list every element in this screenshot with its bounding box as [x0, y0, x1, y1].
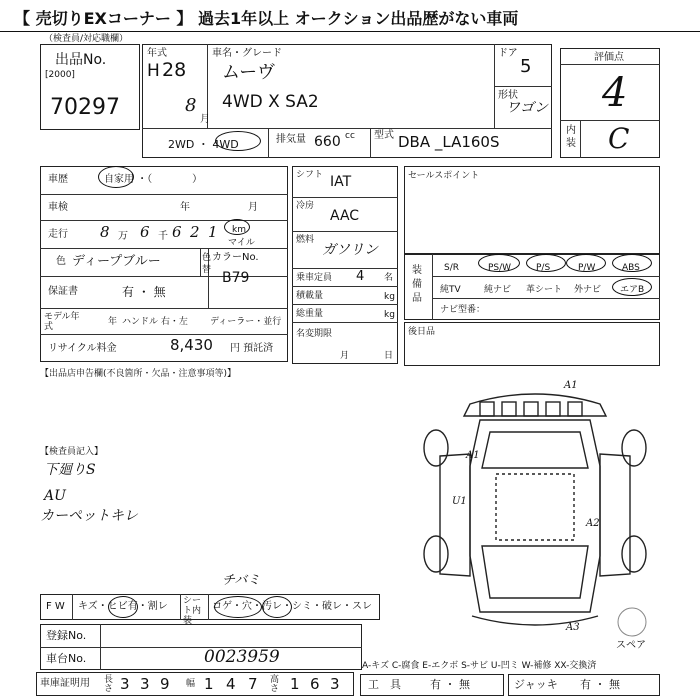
banner	[0, 0, 700, 32]
cert-height-1: 1	[290, 675, 300, 693]
registration-label: 登録No.	[46, 629, 87, 642]
displacement-value: 660	[314, 134, 341, 150]
gross-label: 総重量	[296, 309, 324, 319]
seat-items: コゲ・穴・汚レ・シミ・破レ・スレ	[212, 601, 372, 612]
damage-mark-a1-left: A1	[466, 450, 480, 461]
cert-height-3: 3	[330, 675, 340, 693]
fuel-value: ガソリン	[322, 242, 378, 258]
jack-label: ジャッキ	[514, 678, 558, 691]
drive-circle	[215, 131, 261, 151]
post-install-label: 後日品	[408, 327, 436, 337]
year-label: 年式	[147, 48, 167, 59]
chassis-label: 車台No.	[46, 652, 87, 665]
mileage-label: 走行	[48, 229, 68, 240]
lot-label: 出品No.	[55, 52, 107, 68]
name-change-month: 月	[340, 351, 350, 361]
drive-options: 2WD ・ 4WD	[168, 138, 239, 151]
chassis-value: 0023959	[204, 647, 280, 667]
month-unit: 月	[200, 114, 210, 125]
cert-width-2: 4	[226, 675, 236, 693]
color-change-label: 色替	[202, 253, 212, 275]
model-name: ムーヴ	[222, 62, 276, 83]
shape-value: ワゴン	[506, 100, 548, 116]
damage-mark-a3: A3	[566, 622, 580, 633]
inspector-label: 【検査員記入】	[40, 447, 104, 457]
dealer-value: ディーラー・並行	[210, 317, 282, 327]
mileage-unit-km: km	[232, 225, 246, 235]
jack-value: 有 ・ 無	[580, 678, 620, 691]
color-value: ディープブルー	[72, 254, 161, 269]
mileage-unit-sen: 千	[158, 231, 168, 242]
history-label: 車歴	[48, 174, 68, 185]
cert-height-label: 高さ	[270, 675, 280, 694]
fuel-label: 燃料	[296, 235, 315, 245]
seller-note-label: 【出品店申告欄(不良箇所・欠品・注意事項等)】	[40, 369, 237, 379]
km-circle	[224, 219, 250, 235]
recycle-label: リサイクル料金	[48, 343, 117, 354]
shape-label: 形状	[498, 90, 518, 101]
gross-unit: kg	[384, 310, 395, 320]
model-year-label: モデル年式	[44, 312, 80, 332]
tools-label: 工 具	[368, 678, 401, 691]
ac-label: 冷房	[296, 201, 315, 211]
capacity-label: 乗車定員	[296, 273, 333, 283]
inspector-line-1: 下廻りS	[44, 462, 96, 478]
equip-circle-abs	[612, 254, 652, 272]
damage-legend: A-キズ C-腐食 E-エクボ S-サビ U-凹ミ W-補修 XX-交換済	[362, 661, 597, 671]
equip-airbag: エアB	[620, 285, 645, 295]
inspector-line-2: AU	[44, 488, 66, 504]
equipment-label: 装備品	[412, 265, 422, 304]
sales-point-label: セールスポイント	[408, 171, 480, 181]
equip-circle-airbag	[612, 278, 652, 296]
cert-width-1: 1	[204, 675, 214, 693]
inspector-line-3: カーペットキレ	[40, 508, 138, 524]
doors-label: ドア	[498, 48, 518, 59]
equip-circle-psw	[478, 254, 520, 272]
banner-text: 【 売切りEXコーナー 】 過去1年以上 オークション出品歴がない車両	[14, 9, 519, 28]
mileage-digit-4: 2	[190, 223, 200, 241]
seat-note: チバミ	[222, 573, 261, 588]
warranty-label: 保証書	[48, 286, 78, 297]
displacement-label: 排気量	[276, 134, 306, 145]
equip-ps: P/S	[536, 263, 551, 273]
year-month: 8	[185, 95, 197, 116]
inspection-month-unit: 月	[248, 202, 258, 213]
capacity-value: 4	[356, 269, 365, 284]
damage-mark-u1: U1	[452, 496, 467, 507]
interior-label: 内装	[566, 125, 576, 149]
equip-pw: P/W	[578, 263, 596, 273]
lot-number: 70297	[50, 95, 120, 120]
venue-code: [2000]	[45, 70, 75, 80]
mileage-unit-mile: マイル	[228, 238, 255, 248]
equip-circle-pw	[566, 254, 606, 272]
equip-circle-ps	[526, 254, 566, 272]
color-code-label: カラーNo.	[212, 252, 259, 263]
mileage-digit-5: 1	[208, 223, 218, 241]
shift-label: シフト	[296, 170, 324, 180]
tools-value: 有 ・ 無	[430, 678, 470, 691]
inspection-label: 車検	[48, 202, 68, 213]
warranty-value: 有 ・ 無	[122, 285, 166, 299]
year-era: H	[147, 61, 160, 81]
doors-value: 5	[520, 56, 532, 77]
equip-ext-navi: 外ナビ	[574, 285, 602, 295]
recycle-unit: 円 預託済	[230, 343, 274, 354]
seat-circle-2	[262, 596, 292, 618]
mileage-digit-2: 6	[140, 223, 150, 241]
mileage-digit-3: 6	[172, 223, 182, 241]
recycle-value: 8,430	[170, 336, 213, 354]
header-note: （検査員/対応職欄）	[44, 34, 129, 44]
navi-model-label: ナビ型番：	[440, 305, 486, 315]
fw-items: キズ・ヒビ有・割レ	[78, 601, 168, 612]
cert-length-2: 3	[140, 675, 150, 693]
cert-length-1: 3	[120, 675, 130, 693]
cert-width-label: 幅	[186, 679, 196, 689]
damage-mark-a1-top: A1	[564, 380, 578, 391]
ac-value: AAC	[330, 208, 360, 224]
inspection-year-unit: 年	[180, 202, 190, 213]
interior-score: C	[608, 122, 630, 155]
spare-label: スペア	[616, 640, 646, 651]
year-value: 28	[162, 59, 187, 81]
equip-leather: 革シート	[526, 285, 563, 295]
model-grade: 4WD X SA2	[222, 92, 319, 112]
rating-label: 評価点	[594, 52, 624, 63]
load-unit: kg	[384, 292, 395, 302]
damage-mark-a2: A2	[586, 518, 600, 529]
seat-label: シート内装	[183, 596, 202, 626]
car-body-diagram	[410, 376, 660, 638]
type-code-label: 型式	[374, 130, 394, 141]
rating-score: 4	[602, 70, 628, 116]
type-code-value: DBA _LA160S	[398, 133, 500, 151]
equip-abs: ABS	[622, 263, 640, 273]
mileage-unit-man: 万	[118, 231, 128, 242]
equip-tv: 純TV	[440, 285, 461, 295]
displacement-unit: cc	[345, 131, 355, 141]
equip-navi: 純ナビ	[484, 285, 512, 295]
color-label: 色	[56, 256, 66, 267]
shift-value: IAT	[330, 174, 352, 190]
cert-height-2: 6	[310, 675, 320, 693]
name-change-label: 名変期限	[296, 329, 333, 339]
equip-psw: PS/W	[488, 263, 512, 273]
mileage-digit-1: 8	[100, 223, 110, 241]
seat-circle-1	[214, 596, 262, 618]
post-install-box	[404, 322, 660, 366]
fw-circle	[108, 596, 138, 618]
color-code: B79	[222, 270, 250, 286]
name-change-day: 日	[384, 351, 394, 361]
history-value: 自家用 ・（ ）	[104, 174, 203, 185]
history-circle	[98, 166, 134, 188]
cert-width-3: 7	[248, 675, 258, 693]
equip-sr: S/R	[444, 263, 459, 273]
cert-length-label: 長さ	[104, 675, 114, 694]
model-year-unit: 年	[108, 317, 118, 327]
handle-value: ハンドル 右・左	[122, 317, 188, 327]
model-label: 車名・グレード	[212, 48, 282, 59]
cert-label: 車庫証明用	[40, 678, 90, 689]
capacity-unit: 名	[384, 273, 394, 283]
load-label: 積載量	[296, 291, 324, 301]
cert-length-3: 9	[160, 675, 170, 693]
fw-label: F W	[46, 601, 65, 612]
